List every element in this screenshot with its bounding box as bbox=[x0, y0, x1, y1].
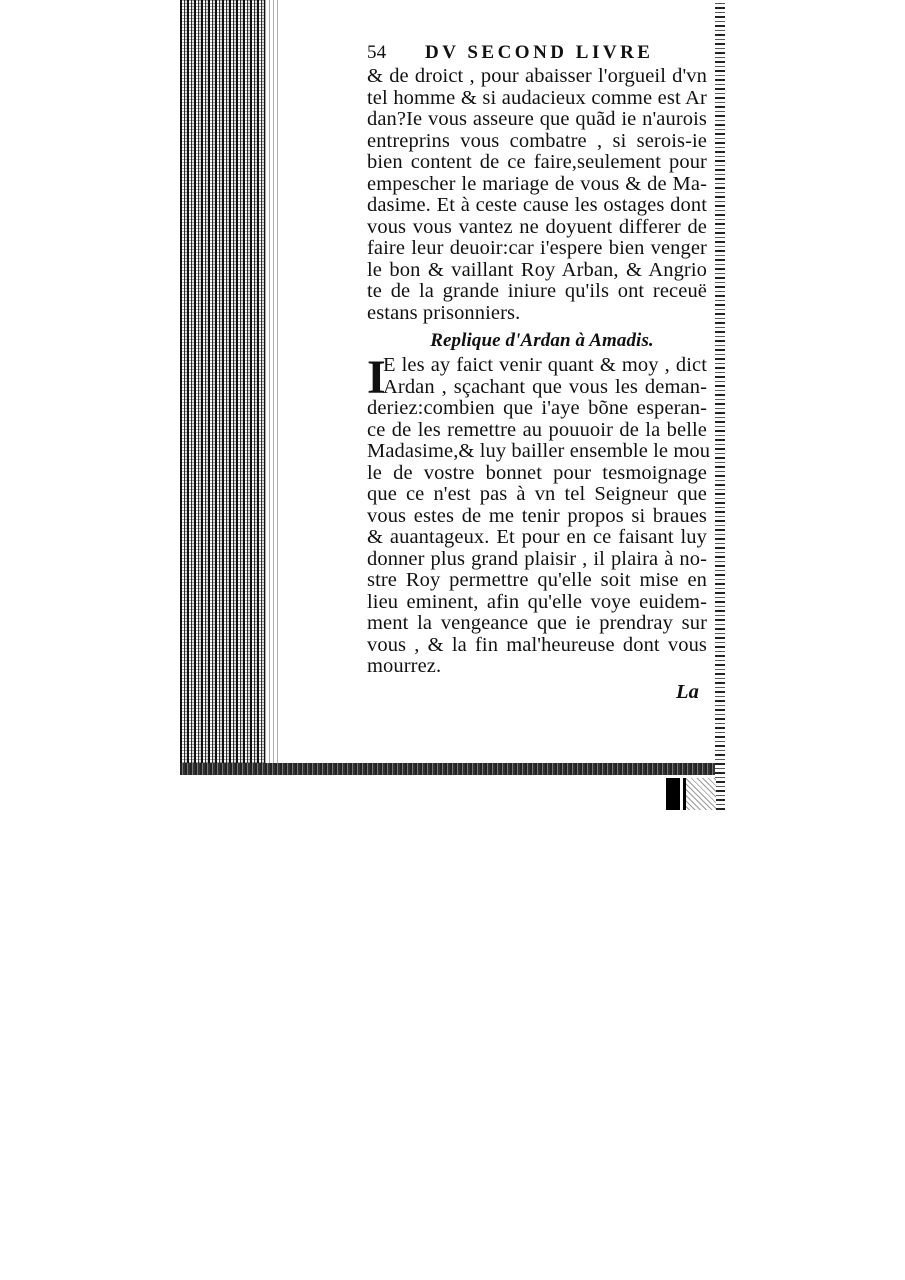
text-line: tel homme & si audacieux comme est Ar bbox=[367, 86, 707, 109]
text-line: empescher le mariage de vous & de Ma- bbox=[367, 172, 707, 195]
text-line: vous , & la fin mal'heureuse dont vous bbox=[367, 633, 707, 656]
book-gutter-shadow bbox=[180, 0, 265, 775]
text-line: ce de les remettre au pouuoir de la belle bbox=[367, 418, 707, 441]
running-head bbox=[367, 40, 707, 66]
page-text bbox=[367, 40, 711, 703]
text-line: deriez:combien que i'aye bõne esperan- bbox=[367, 397, 707, 419]
text-line: te de la grande iniure qu'ils ont receuë bbox=[367, 280, 707, 302]
text-line: bien content de ce faire,seulement pour bbox=[367, 151, 707, 173]
catchword: La bbox=[676, 680, 699, 703]
scan-artifact-mark bbox=[666, 778, 716, 810]
text-line: dasime. Et à ceste cause les ostages dont bbox=[367, 194, 707, 216]
section-subheading: Replique d'Ardan à Amadis. bbox=[430, 330, 654, 351]
text-line: E les ay faict venir quant & moy , dict bbox=[383, 354, 707, 376]
text-line: donner plus grand plaisir , il plaira à no- bbox=[367, 547, 707, 570]
text-line: que ce n'est pas à vn tel Seigneur que bbox=[367, 483, 707, 505]
text-line: vous vous vantez ne doyuent differer de bbox=[367, 215, 707, 238]
text-line: lieu eminent, afin qu'elle voye euidem- bbox=[367, 590, 707, 613]
running-title: DV SECOND LIVRE bbox=[425, 42, 654, 63]
text-line: dan?Ie vous asseure que quãd ie n'aurois bbox=[367, 108, 707, 130]
paragraph-2 bbox=[367, 351, 711, 678]
text-line: ment la vengeance que ie prendray sur bbox=[367, 612, 707, 634]
paragraph-1 bbox=[367, 66, 707, 324]
text-line: faire leur deuoir:car i'espere bien venger bbox=[367, 237, 707, 259]
page-number: 54 bbox=[367, 42, 387, 63]
text-line: le bon & vaillant Roy Arban, & Angrio bbox=[367, 258, 707, 281]
page-bottom-edge bbox=[180, 763, 715, 775]
text-line: mourrez. bbox=[367, 655, 442, 677]
text-line: Ardan , sçachant que vous les deman- bbox=[383, 375, 707, 398]
text-line: Madasime,& luy bailler ensemble le mou bbox=[367, 440, 711, 462]
text-line: & auantageux. Et pour en ce faisant luy bbox=[367, 526, 707, 548]
text-line: entreprins vous combatre , si serois-ie bbox=[367, 129, 707, 152]
drop-capital: I bbox=[367, 351, 386, 404]
page-right-edge bbox=[715, 0, 725, 810]
gutter-fade bbox=[265, 0, 280, 775]
text-line: vous estes de me tenir propos si braues bbox=[367, 504, 707, 527]
text-line: le de vostre bonnet pour tesmoignage bbox=[367, 461, 707, 484]
text-line: & de droict , pour abaisser l'orgueil d'vn bbox=[367, 65, 707, 87]
text-line: estans prisonniers. bbox=[367, 301, 521, 324]
text-line: stre Roy permettre qu'elle soit mise en bbox=[367, 569, 707, 591]
